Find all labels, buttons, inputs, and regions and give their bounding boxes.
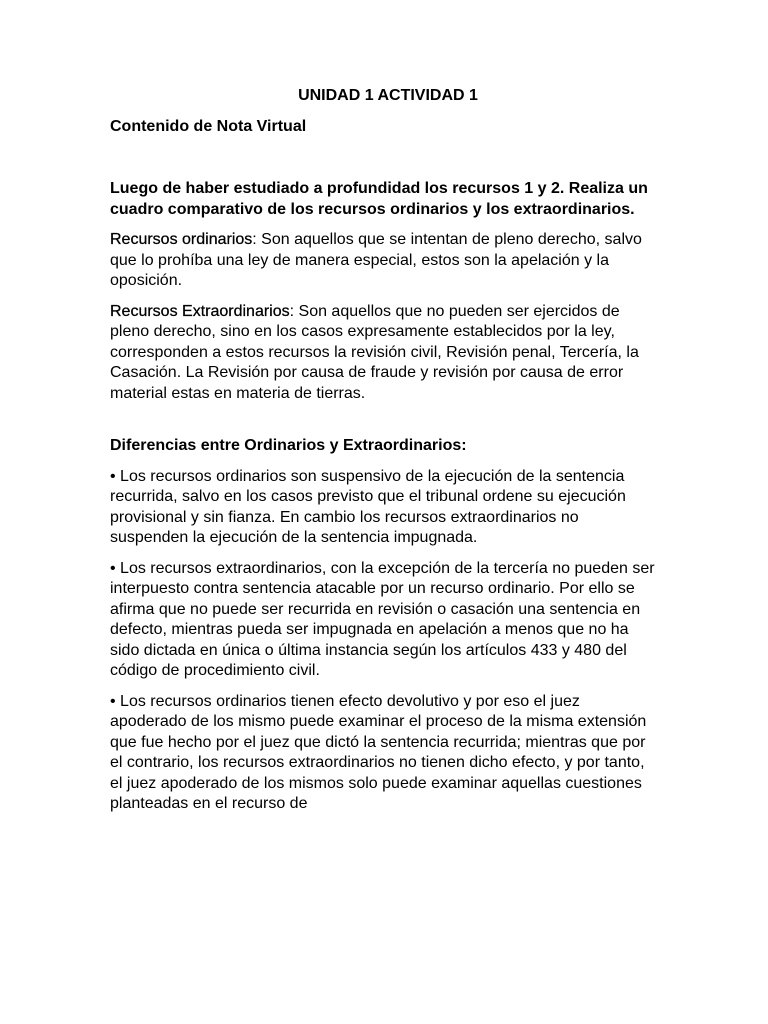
document-title: UNIDAD 1 ACTIVIDAD 1 <box>298 87 478 104</box>
definition-extraordinarios <box>110 302 658 405</box>
document-subtitle: Contenido de Nota Virtual <box>110 117 307 135</box>
definition-text: : Son aquellos que se intentan de pleno derecho, salvo que lo prohíba una ley de manera especial, estos son la apelación y la oposición. <box>110 231 642 289</box>
definition-term: Recursos Extraordinarios <box>110 302 290 320</box>
definition-text: : Son aquellos que no pueden ser ejercidos de pleno derecho, sino en los casos expresamente establecidos por la ley, corresponden a estos recursos la revisión civil, Revisión penal, Tercería, la Casación. La Revisión por causa de fraude y revisión por causa de error material estas en materia de tierras. <box>110 302 639 402</box>
assignment-instructions: Luego de haber estudiado a profundidad los recursos 1 y 2. Realiza un cuadro comparativo de los recursos ordinarios y los extraordinarios. <box>110 180 648 218</box>
difference-bullet-3: • Los recursos ordinarios tienen efecto devolutivo y por eso el juez apoderado de los mismo puede examinar el proceso de la misma extensión que fue hecho por el juez que dictó la sentencia recurrida; mientras que por el contrario, los recursos extraordinarios no tienen dicho efecto, y por tanto, el juez apoderado de los mismos solo puede examinar aquellas cuestiones planteadas en el recurso de <box>110 692 647 812</box>
definition-ordinarios <box>110 230 658 292</box>
differences-heading: Diferencias entre Ordinarios y Extraordinarios: <box>110 437 467 454</box>
document-page <box>110 86 658 825</box>
difference-bullet-2: • Los recursos extraordinarios, con la excepción de la tercería no pueden ser interpuesto contra sentencia atacable por un recurso ordinario. Por ello se afirma que no puede ser recurrida en revisión o casación una sentencia en defecto, mientras pueda ser impugnada en apelación a menos que no ha sido dictada en única o última instancia según los artículos 433 y 480 del código de procedimiento civil. <box>110 559 655 679</box>
definition-term: Recursos ordinarios <box>110 231 253 248</box>
difference-bullet-1: • Los recursos ordinarios son suspensivo de la ejecución de la sentencia recurrida, salvo en los casos previsto que el tribunal ordene su ejecución provisional y sin fianza. En cambio los recursos extraordinarios no suspenden la ejecución de la sentencia impugnada. <box>110 467 626 546</box>
